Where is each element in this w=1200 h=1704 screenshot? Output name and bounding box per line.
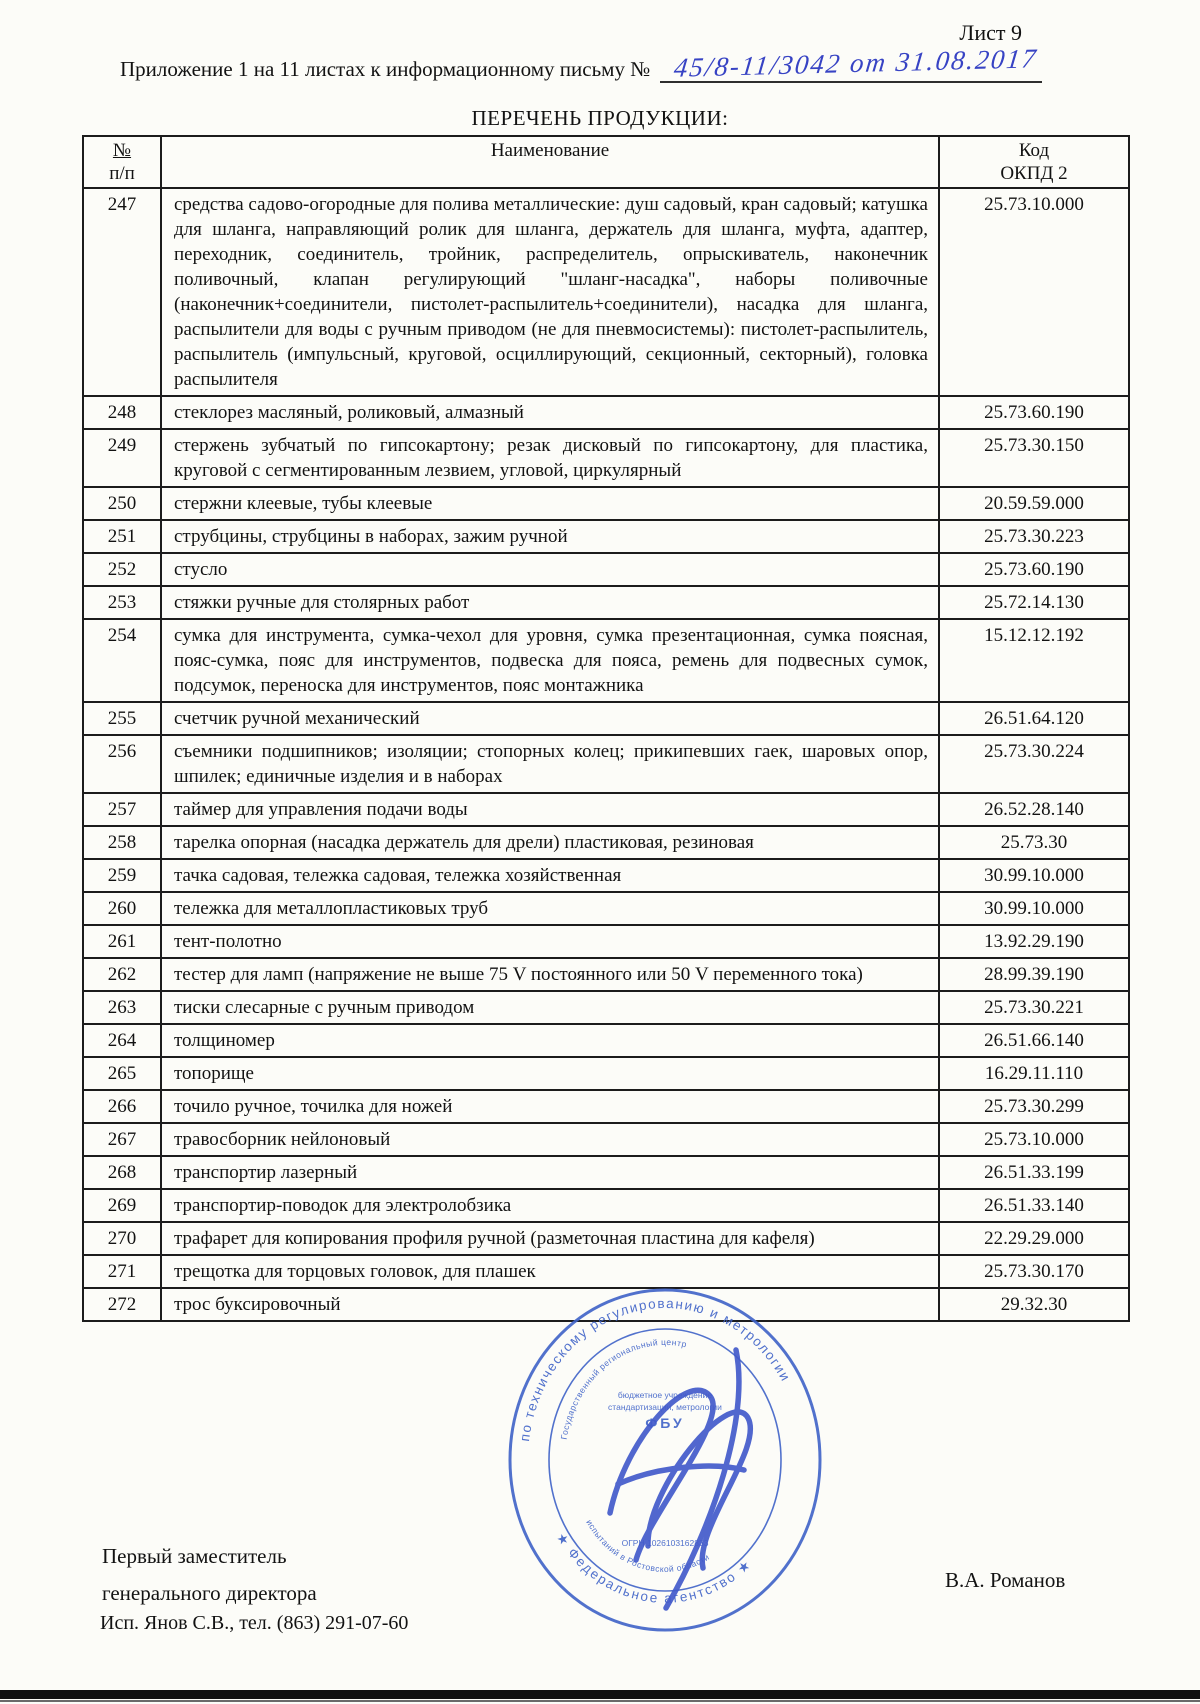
- row-number-cell: 266: [83, 1090, 161, 1123]
- okpd-code-cell: 20.59.59.000: [939, 487, 1129, 520]
- product-name-cell: тиски слесарные с ручным приводом: [161, 991, 939, 1024]
- product-name-cell: тарелка опорная (насадка держатель для дрели) пластиковая, резиновая: [161, 826, 939, 859]
- okpd-code-cell: 25.73.30.150: [939, 429, 1129, 487]
- table-row: [83, 396, 1129, 429]
- okpd-code-cell: 25.73.60.190: [939, 553, 1129, 586]
- stamp-center-mark: ФБУ: [645, 1415, 685, 1431]
- product-name-cell: точило ручное, точилка для ножей: [161, 1090, 939, 1123]
- appendix-header-line: [120, 43, 1040, 87]
- row-number-cell: 264: [83, 1024, 161, 1057]
- row-number-cell: 269: [83, 1189, 161, 1222]
- column-header-name: Наименование: [161, 136, 939, 188]
- stamp-inner-bottom-text: испытаний в Ростовской области: [584, 1517, 712, 1575]
- okpd-code-cell: 25.73.60.190: [939, 396, 1129, 429]
- table-row: [83, 702, 1129, 735]
- okpd-code-cell: 22.29.29.000: [939, 1222, 1129, 1255]
- product-name-cell: трос буксировочный: [161, 1288, 939, 1321]
- scan-edge-artifact-thin: [0, 1700, 1200, 1702]
- table-row: [83, 487, 1129, 520]
- column-header-code: [939, 136, 1129, 188]
- okpd-code-cell: 26.51.33.199: [939, 1156, 1129, 1189]
- appendix-header-text: Приложение 1 на 11 листах к информационному письму №: [120, 57, 651, 81]
- signer-title-line2: генерального директора: [102, 1581, 317, 1605]
- product-name-cell: счетчик ручной механический: [161, 702, 939, 735]
- okpd-code-cell: 15.12.12.192: [939, 619, 1129, 702]
- product-name-cell: топорище: [161, 1057, 939, 1090]
- row-number-cell: 251: [83, 520, 161, 553]
- row-number-cell: 261: [83, 925, 161, 958]
- row-number-cell: 260: [83, 892, 161, 925]
- product-name-cell: тент-полотно: [161, 925, 939, 958]
- row-number-cell: 248: [83, 396, 161, 429]
- executor-line: Исп. Янов С.В., тел. (863) 291-07-60: [100, 1612, 409, 1634]
- okpd-code-cell: 26.51.33.140: [939, 1189, 1129, 1222]
- row-number-cell: 267: [83, 1123, 161, 1156]
- row-number-cell: 263: [83, 991, 161, 1024]
- row-number-cell: 259: [83, 859, 161, 892]
- okpd-code-cell: 16.29.11.110: [939, 1057, 1129, 1090]
- table-row: [83, 619, 1129, 702]
- table-row: [83, 925, 1129, 958]
- stamp-inner-ring: [549, 1329, 781, 1591]
- product-name-cell: таймер для управления подачи воды: [161, 793, 939, 826]
- product-name-cell: средства садово-огородные для полива металлические: душ садовый, кран садовый; катушка для шланга, направляющий ролик для шланга, держатель для шланга, муфта, адаптер, переходник, соединитель, тройник, распределитель, опрыскиватель, наконечник поливочный, клапан регулирующий "шланг-насадка", наборы поливочные (наконечник+соединители, пистолет-распылитель+соединители), насадка для шланга, распылители для воды с ручным приводом (не для пневмосистемы): пистолет-распылитель, распылитель (импульсный, круговой, осциллирующий, секционный, секторный), головка распылителя: [161, 188, 939, 396]
- table-header-row: [83, 136, 1129, 188]
- round-stamp: [498, 1278, 832, 1642]
- okpd-code-cell: 29.32.30: [939, 1288, 1129, 1321]
- table-row: [83, 1189, 1129, 1222]
- okpd-code-cell: 25.73.10.000: [939, 1123, 1129, 1156]
- stamp-inner-line2: стандартизации, метрологии: [608, 1402, 722, 1412]
- row-number-cell: 252: [83, 553, 161, 586]
- product-name-cell: трещотка для торцовых головок, для плашек: [161, 1255, 939, 1288]
- table-row: [83, 991, 1129, 1024]
- scan-edge-artifact: [0, 1690, 1200, 1699]
- table-row: [83, 892, 1129, 925]
- table-row: [83, 553, 1129, 586]
- okpd-code-cell: 25.73.10.000: [939, 188, 1129, 396]
- column-header-code-line2: ОКПД 2: [1000, 163, 1068, 184]
- okpd-code-cell: 30.99.10.000: [939, 859, 1129, 892]
- product-name-cell: толщиномер: [161, 1024, 939, 1057]
- table-row: [83, 958, 1129, 991]
- okpd-code-cell: 13.92.29.190: [939, 925, 1129, 958]
- row-number-cell: 268: [83, 1156, 161, 1189]
- table-row: [83, 859, 1129, 892]
- letter-number-underline: [660, 43, 1042, 83]
- table-row: [83, 520, 1129, 553]
- product-name-cell: тележка для металлопластиковых труб: [161, 892, 939, 925]
- table-row: [83, 826, 1129, 859]
- column-header-code-line1: Код: [1018, 140, 1050, 161]
- table-row: [83, 735, 1129, 793]
- okpd-code-cell: 25.73.30: [939, 826, 1129, 859]
- okpd-code-cell: 30.99.10.000: [939, 892, 1129, 925]
- stamp-inner-top-text: Государственный региональный центр: [558, 1336, 688, 1441]
- okpd-code-cell: 25.73.30.223: [939, 520, 1129, 553]
- okpd-code-cell: 25.73.30.221: [939, 991, 1129, 1024]
- okpd-code-cell: 26.51.64.120: [939, 702, 1129, 735]
- product-name-cell: стяжки ручные для столярных работ: [161, 586, 939, 619]
- okpd-code-cell: 25.73.30.299: [939, 1090, 1129, 1123]
- table-row: [83, 1156, 1129, 1189]
- signer-title-line1: Первый заместитель: [102, 1544, 287, 1568]
- row-number-cell: 249: [83, 429, 161, 487]
- row-number-cell: 271: [83, 1255, 161, 1288]
- page-title: ПЕРЕЧЕНЬ ПРОДУКЦИИ:: [471, 106, 729, 130]
- okpd-code-cell: 25.73.30.224: [939, 735, 1129, 793]
- row-number-cell: 262: [83, 958, 161, 991]
- product-name-cell: стеклорез масляный, роликовый, алмазный: [161, 396, 939, 429]
- product-name-cell: стержни клеевые, тубы клеевые: [161, 487, 939, 520]
- okpd-code-cell: 26.51.66.140: [939, 1024, 1129, 1057]
- row-number-cell: 272: [83, 1288, 161, 1321]
- okpd-code-cell: 26.52.28.140: [939, 793, 1129, 826]
- sheet-number-label: Лист 9: [959, 20, 1022, 45]
- table-row: [83, 188, 1129, 396]
- column-header-num-line2: п/п: [109, 163, 135, 184]
- product-name-cell: транспортир лазерный: [161, 1156, 939, 1189]
- product-name-cell: сумка для инструмента, сумка-чехол для уровня, сумка презентационная, сумка поясная, пояс-сумка, пояс для инструментов, подвеска для пояса, ремень для подвесных сумок, подсумок, переноска для инструментов, пояс монтажника: [161, 619, 939, 702]
- product-name-cell: транспортир-поводок для электролобзика: [161, 1189, 939, 1222]
- product-name-cell: травосборник нейлоновый: [161, 1123, 939, 1156]
- table-row: [83, 1024, 1129, 1057]
- row-number-cell: 256: [83, 735, 161, 793]
- row-number-cell: 258: [83, 826, 161, 859]
- table-row: [83, 1123, 1129, 1156]
- product-name-cell: стусло: [161, 553, 939, 586]
- products-table: [82, 135, 1130, 1322]
- row-number-cell: 257: [83, 793, 161, 826]
- row-number-cell: 253: [83, 586, 161, 619]
- okpd-code-cell: 28.99.39.190: [939, 958, 1129, 991]
- column-header-num: [83, 136, 161, 188]
- stamp-outer-top-text: по техническому регулированию и метрологии: [517, 1295, 794, 1443]
- row-number-cell: 265: [83, 1057, 161, 1090]
- table-row: [83, 1090, 1129, 1123]
- row-number-cell: 270: [83, 1222, 161, 1255]
- handwritten-letter-number: 45/8-11/3042 от 31.08.2017: [672, 43, 1040, 83]
- row-number-cell: 254: [83, 619, 161, 702]
- product-name-cell: струбцины, струбцины в наборах, зажим ручной: [161, 520, 939, 553]
- table-row: [83, 1222, 1129, 1255]
- stamp-outer-bottom-text: ★ Федеральное агентство ★: [553, 1530, 755, 1606]
- column-header-num-line1: №: [112, 140, 132, 161]
- product-name-cell: тачка садовая, тележка садовая, тележка хозяйственная: [161, 859, 939, 892]
- okpd-code-cell: 25.72.14.130: [939, 586, 1129, 619]
- row-number-cell: 255: [83, 702, 161, 735]
- signer-title: [102, 1538, 317, 1612]
- signer-name: В.А. Романов: [945, 1568, 1066, 1592]
- row-number-cell: 247: [83, 188, 161, 396]
- okpd-code-cell: 25.73.30.170: [939, 1255, 1129, 1288]
- table-row: [83, 1057, 1129, 1090]
- product-name-cell: съемники подшипников; изоляции; стопорных колец; прикипевших гаек, шаровых опор, шпилек; единичные изделия и в наборах: [161, 735, 939, 793]
- product-name-cell: тестер для ламп (напряжение не выше 75 V постоянного или 50 V переменного тока): [161, 958, 939, 991]
- stamp-inner-line3: ОГРН 1026103162833: [621, 1538, 709, 1548]
- table-row: [83, 586, 1129, 619]
- product-name-cell: стержень зубчатый по гипсокартону; резак дисковый по гипсокартону, для пластика, круговой с сегментированным лезвием, угловой, циркулярный: [161, 429, 939, 487]
- product-name-cell: трафарет для копирования профиля ручной (разметочная пластина для кафеля): [161, 1222, 939, 1255]
- stamp-inner-line1: бюджетное учреждение: [617, 1390, 713, 1400]
- table-row: [83, 429, 1129, 487]
- table-row: [83, 793, 1129, 826]
- row-number-cell: 250: [83, 487, 161, 520]
